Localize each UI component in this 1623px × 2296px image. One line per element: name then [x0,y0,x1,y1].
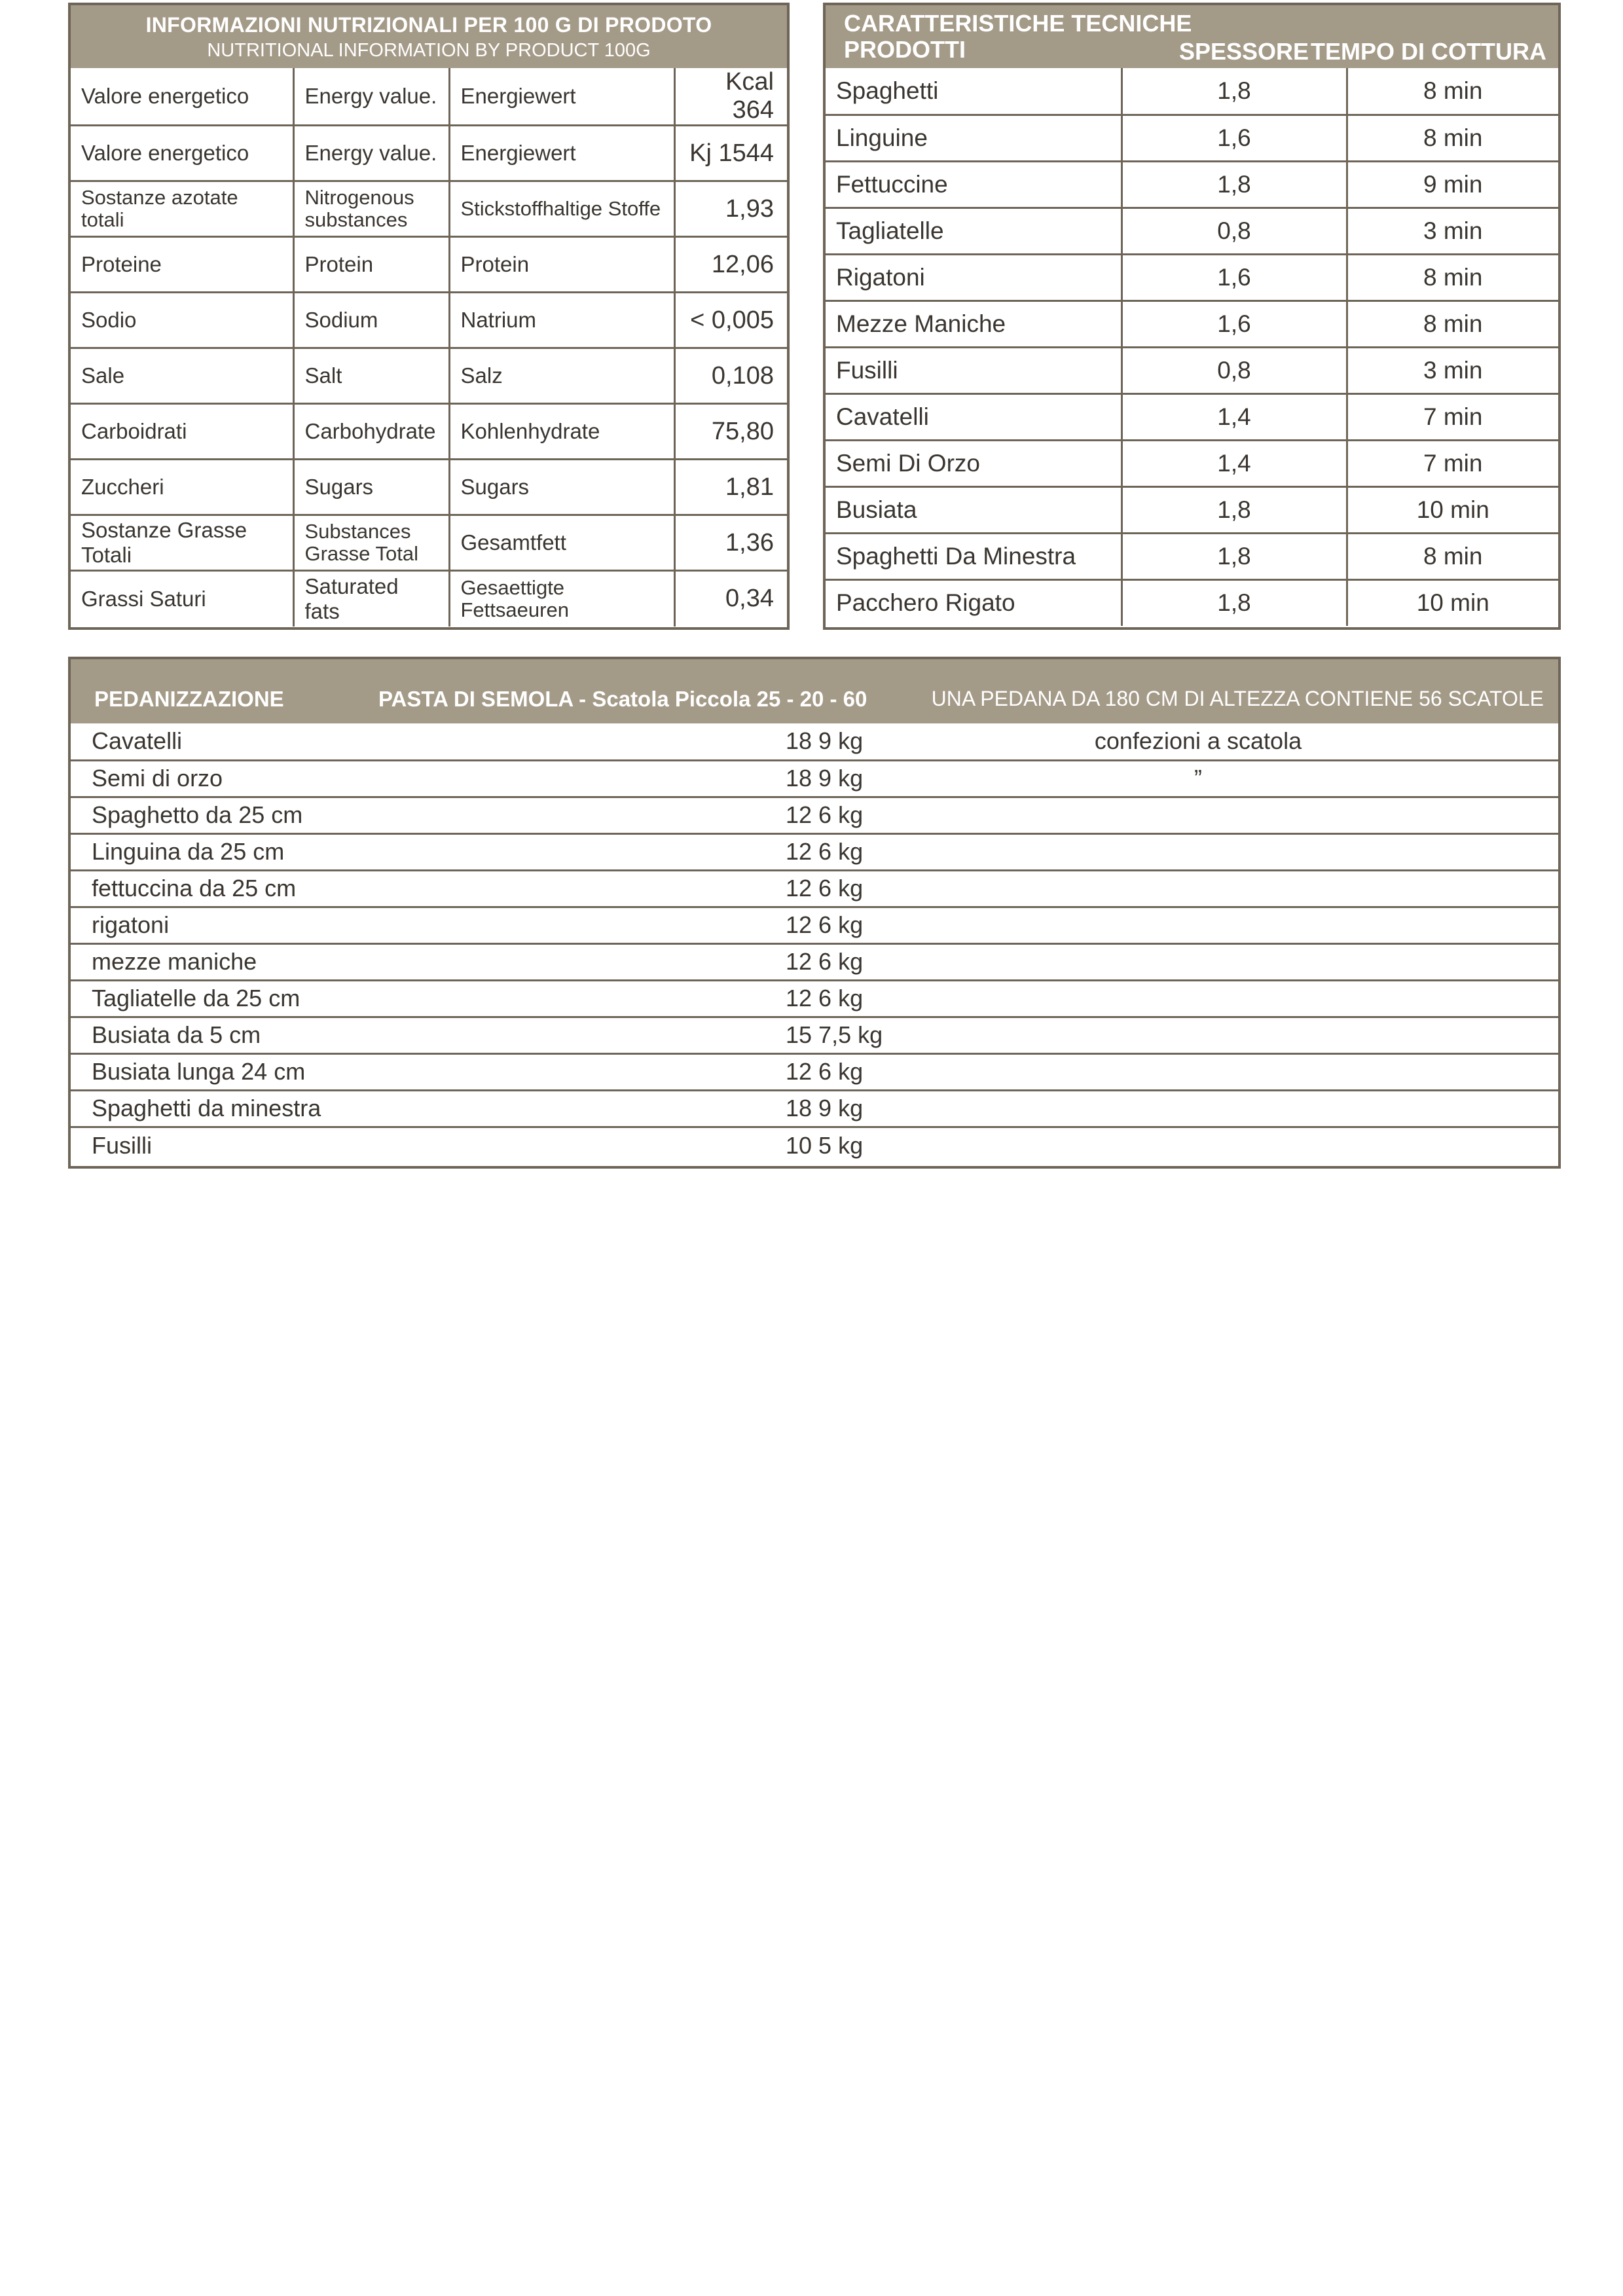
col-cooking-time: TEMPO DI COTTURA [1311,38,1546,65]
table-row [71,870,1558,907]
table-row [826,208,1558,254]
table-row [71,980,1558,1017]
pallet-quantity: 12 6 kg [786,833,1048,870]
pallet-empty-cell [1349,1053,1558,1090]
technical-table [823,3,1561,630]
table-row [71,943,1558,980]
product-cooking-time: 7 min [1347,440,1558,486]
table-row [71,797,1558,833]
pallet-quantity: 18 9 kg [786,760,1048,797]
technical-header [826,5,1558,68]
product-thickness: 1,6 [1122,115,1347,161]
technical-title-text: CARATTERISTICHE TECNICHE [844,10,1192,37]
pallet-product: rigatoni [71,907,786,943]
pallet-quantity: 12 6 kg [786,797,1048,833]
nutrient-de: Gesaettigte Fettsaeuren [449,571,674,627]
product-cooking-time: 8 min [1347,301,1558,347]
table-row [71,1053,1558,1090]
pallet-quantity: 12 6 kg [786,943,1048,980]
pallet-quantity: 12 6 kg [786,1053,1048,1090]
pallet-product: Busiata lunga 24 cm [71,1053,786,1090]
nutrient-de: Stickstoffhaltige Stoffe [449,181,674,237]
product-thickness: 0,8 [1122,347,1347,393]
nutrient-value: 0,34 [674,571,787,627]
nutrient-en: Carbohydrate [293,404,449,460]
nutrient-de: Salz [449,348,674,404]
nutrition-table [68,3,790,630]
nutrient-de: Energiewert [449,126,674,181]
nutrient-de: Energiewert [449,68,674,126]
pallet-empty-cell [1349,1017,1558,1053]
table-row [71,126,787,181]
nutrient-it: Valore energetico [71,126,293,181]
pallet-empty-cell [1349,907,1558,943]
table-row [826,68,1558,115]
nutrient-en: Energy value. [293,126,449,181]
table-row [71,68,787,126]
pallet-empty-cell [1349,943,1558,980]
nutrient-value: 0,108 [674,348,787,404]
pallet-empty-cell [1349,833,1558,870]
product-name: Fusilli [826,347,1122,393]
product-cooking-time: 8 min [1347,68,1558,115]
pallet-note [1048,943,1349,980]
pallet-empty-cell [1349,1127,1558,1163]
nutrient-en: Saturated fats [293,571,449,627]
product-cooking-time: 8 min [1347,254,1558,301]
product-name: Spaghetti [826,68,1122,115]
table-row [71,293,787,348]
pallet-product: mezze maniche [71,943,786,980]
table-row [71,833,1558,870]
pallet-note [1048,1090,1349,1127]
nutrient-value: 1,81 [674,460,787,515]
nutrient-it: Sostanze azotate totali [71,181,293,237]
pallet-note: ” [1048,760,1349,797]
pallet-header [71,659,1558,723]
pallet-empty-cell [1349,980,1558,1017]
product-name: Cavatelli [826,393,1122,440]
product-thickness: 1,4 [1122,440,1347,486]
nutrient-it: Zuccheri [71,460,293,515]
nutrient-en: Sugars [293,460,449,515]
product-cooking-time: 10 min [1347,579,1558,626]
pallet-empty-cell [1349,1090,1558,1127]
pallet-product: Linguina da 25 cm [71,833,786,870]
product-thickness: 1,4 [1122,393,1347,440]
nutrient-value: 1,36 [674,515,787,571]
technical-title [844,10,1192,63]
product-cooking-time: 8 min [1347,115,1558,161]
table-row [826,161,1558,208]
pallet-empty-cell [1349,797,1558,833]
pallet-table [68,657,1561,1169]
product-name: Tagliatelle [826,208,1122,254]
pallet-note [1048,797,1349,833]
product-cooking-time: 10 min [1347,486,1558,533]
product-cooking-time: 7 min [1347,393,1558,440]
pallet-product: Cavatelli [71,723,786,760]
table-row [71,460,787,515]
product-cooking-time: 3 min [1347,347,1558,393]
table-row [71,907,1558,943]
table-row [826,254,1558,301]
table-row [71,181,787,237]
product-cooking-time: 8 min [1347,533,1558,579]
table-row [826,115,1558,161]
pallet-empty-cell [1349,760,1558,797]
pallet-empty-cell [1349,870,1558,907]
pallet-quantity: 10 5 kg [786,1127,1048,1163]
pallet-note [1048,980,1349,1017]
nutrition-header [71,5,787,68]
product-name: Pacchero Rigato [826,579,1122,626]
table-row [71,348,787,404]
pallet-note [1048,870,1349,907]
pallet-note [1048,1127,1349,1163]
table-row [826,579,1558,626]
table-row [71,237,787,293]
nutrient-en: Energy value. [293,68,449,126]
pallet-note: confezioni a scatola [1048,723,1349,760]
nutrition-title: INFORMAZIONI NUTRIZIONALI PER 100 G DI PRODOTO [145,13,712,37]
pallet-quantity: 12 6 kg [786,870,1048,907]
product-name: Mezze Maniche [826,301,1122,347]
nutrient-de: Gesamtfett [449,515,674,571]
nutrient-en: Substances Grasse Total [293,515,449,571]
nutrient-it: Sostanze Grasse Totali [71,515,293,571]
nutrient-de: Kohlenhydrate [449,404,674,460]
nutrient-value: Kcal 364 [674,68,787,126]
product-thickness: 1,8 [1122,579,1347,626]
pallet-product: Fusilli [71,1127,786,1163]
nutrient-en: Protein [293,237,449,293]
table-row [826,486,1558,533]
nutrient-value: 75,80 [674,404,787,460]
pallet-product: Spaghetti da minestra [71,1090,786,1127]
table-row [826,301,1558,347]
nutrient-it: Sale [71,348,293,404]
product-thickness: 1,6 [1122,254,1347,301]
pallet-note [1048,833,1349,870]
table-row [826,533,1558,579]
product-cooking-time: 3 min [1347,208,1558,254]
pallet-quantity: 12 6 kg [786,980,1048,1017]
nutrient-value: 12,06 [674,237,787,293]
pallet-product: fettuccina da 25 cm [71,870,786,907]
product-name: Semi Di Orzo [826,440,1122,486]
table-row [71,1017,1558,1053]
nutrient-de: Natrium [449,293,674,348]
product-thickness: 1,6 [1122,301,1347,347]
nutrient-en: Sodium [293,293,449,348]
nutrient-value: Kj 1544 [674,126,787,181]
pallet-quantity: 18 9 kg [786,1090,1048,1127]
product-name: Spaghetti Da Minestra [826,533,1122,579]
product-name: Linguine [826,115,1122,161]
table-row [71,723,1558,760]
pallet-product: Spaghetto da 25 cm [71,797,786,833]
product-thickness: 0,8 [1122,208,1347,254]
pallet-quantity: 12 6 kg [786,907,1048,943]
nutrition-subtitle: NUTRITIONAL INFORMATION BY PRODUCT 100G [207,40,651,61]
table-row [71,571,787,627]
product-name: Rigatoni [826,254,1122,301]
nutrient-it: Proteine [71,237,293,293]
pallet-note [1048,1053,1349,1090]
pallet-empty-cell [1349,723,1558,760]
pallet-info: UNA PEDANA DA 180 CM DI ALTEZZA CONTIENE 56 SCATOLE [931,687,1544,710]
col-thickness: SPESSORE [1179,38,1309,65]
nutrient-en: Nitrogenous substances [293,181,449,237]
table-row [71,760,1558,797]
table-row [826,440,1558,486]
nutrient-it: Sodio [71,293,293,348]
table-row [71,1127,1558,1163]
nutrient-it: Grassi Saturi [71,571,293,627]
product-thickness: 1,8 [1122,161,1347,208]
pallet-note [1048,907,1349,943]
col-products: PRODOTTI [844,36,966,63]
table-row [826,347,1558,393]
pallet-product: Busiata da 5 cm [71,1017,786,1053]
nutrient-en: Salt [293,348,449,404]
product-thickness: 1,8 [1122,533,1347,579]
product-thickness: 1,8 [1122,486,1347,533]
table-row [71,404,787,460]
product-thickness: 1,8 [1122,68,1347,115]
pallet-product: Semi di orzo [71,760,786,797]
table-row [71,1090,1558,1127]
table-row [71,515,787,571]
pallet-subtitle: PASTA DI SEMOLA - Scatola Piccola 25 - 20 - 60 [378,687,867,711]
nutrient-it: Valore energetico [71,68,293,126]
product-name: Busiata [826,486,1122,533]
pallet-note [1048,1017,1349,1053]
pallet-quantity: 15 7,5 kg [786,1017,1048,1053]
product-name: Fettuccine [826,161,1122,208]
nutrient-de: Protein [449,237,674,293]
table-row [826,393,1558,440]
product-cooking-time: 9 min [1347,161,1558,208]
pallet-title: PEDANIZZAZIONE [94,687,284,711]
nutrient-de: Sugars [449,460,674,515]
nutrient-value: < 0,005 [674,293,787,348]
nutrient-value: 1,93 [674,181,787,237]
pallet-product: Tagliatelle da 25 cm [71,980,786,1017]
nutrient-it: Carboidrati [71,404,293,460]
pallet-quantity: 18 9 kg [786,723,1048,760]
